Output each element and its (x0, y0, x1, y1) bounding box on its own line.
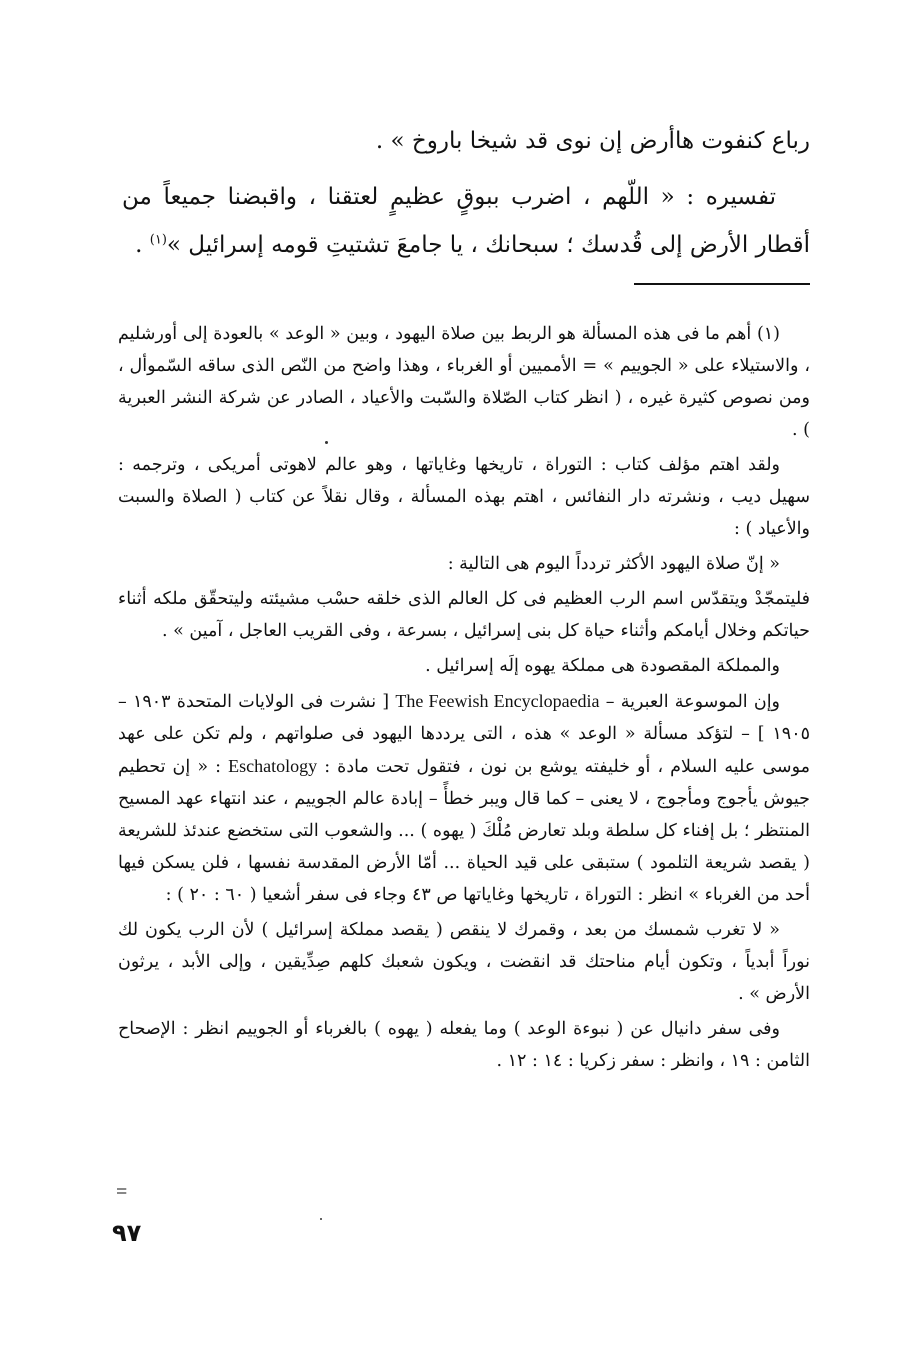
main-paragraph-1 (122, 117, 810, 165)
footnote-6-part-a: وإن الموسوعة العبرية – (599, 692, 781, 712)
footnote-reference: (١) (149, 232, 167, 248)
encyclopedia-title: The Feewish Encyclopaedia (395, 691, 600, 711)
footnote-paragraph-4: فليتمجّدْ ويتقدّس اسم الرب العظيم فى كل العالم الذى خلقه حسْب مشيئته وليتحقّق ملكه أثناء حياتكم وخلال أيامكم وأثناء حياة كل بنى إسرائيل ، بسرعة ، وفى القريب العاجل ، آمين » . (118, 589, 810, 641)
footnote-paragraph-8: وفى سفر دانيال عن ( نبوءة الوعد ) وما يفعله ( يهوه ) بالغرباء أو الجوييم انظر : الإصحاح الثامن : ١٩ ، وانظر : سفر زكريا : ١٤ : ١٢ . (118, 1019, 810, 1071)
main-paragraph-1-text: رباع كنفوت هاأرض إن نوى قد شيخا باروخ » . (375, 128, 810, 154)
main-paragraph-2 (122, 173, 810, 269)
footnote-separator (634, 283, 810, 285)
main-paragraph-2-text: تفسيره : « اللّهم ، اضرب ببوقٍ عظيمٍ لعتقنا ، واقبضنا جميعاً من أقطار الأرض إلى قُدسك ؛ سبحانك ، يا جامعَ تشتيتِ قومه إسرائيل » (122, 184, 810, 258)
print-speck (320, 1218, 322, 1220)
footnote-paragraph-3: « إنّ صلاة اليهود الأكثر تردداً اليوم هى التالية : (447, 554, 780, 574)
footnotes-block (118, 318, 810, 1080)
footnote-6-part-c: : « إن تحطيم جيوش يأجوج ومأجوج ، لا يعنى – كما قال ويبر خطأً – إبادة عالم الجوييم ، عند انتهاء عهد المسيح المنتظر ؛ بل إفناء كل سلطة وبلد تعارض مُلْكَ ( يهوه ) ... والشعوب التى ستخضع عندئذ للشريعة ( يقصد شريعة التلمود ) ستبقى على قيد الحياة ... أمّا الأرض المقدسة نفسها ، فلن يسكن فيها أحد من الغرباء » انظر : التوراة ، تاريخها وغاياتها ص ٤٣ وجاء فى سفر أشعيا ( ٦٠ : ٢٠ ) : (118, 757, 810, 905)
eschatology-term: Eschatology (228, 756, 318, 776)
footnote-paragraph-7: « لا تغرب شمسك من بعد ، وقمرك لا ينقص ( يقصد مملكة إسرائيل ) لأن الرب يكون لك نوراً أبدياً ، وتكون أيام مناحتك قد انقضت ، ويكون شعبك كلهم صِدِّيقين ، وإلى الأبد ، يرثون الأرض » . (118, 920, 810, 1004)
page-number: ٩٧ (112, 1219, 142, 1247)
continuation-mark: = (116, 1181, 128, 1203)
footnote-paragraph-5: والمملكة المقصودة هى مملكة يهوه إلَه إسرائيل . (425, 656, 780, 676)
main-paragraph-2-end: . (135, 232, 150, 258)
footnote-1: (١) أهم ما فى هذه المسألة هو الربط بين صلاة اليهود ، وبين « الوعد » بالعودة إلى أورشليم ، والاستيلاء على « الجوييم » = الأمميين أو الغرباء ، وهذا واضح من النّص الذى ساقه السّموأل ، ومن نصوص كثيرة غيره ، ( انظر كتاب الصّلاة والسّبت والأعياد ، الصادر عن شركة النشر العبرية ) . (118, 324, 810, 440)
main-text-block (122, 117, 810, 277)
print-speck (325, 441, 328, 444)
footnote-paragraph-2: ولقد اهتم مؤلف كتاب : التوراة ، تاريخها وغاياتها ، وهو عالم لاهوتى أمريكى ، وترجمه : سهيل ديب ، ونشرته دار النفائس ، اهتم بهذه المسألة ، وقال نقلاً عن كتاب ( الصلاة والسبت والأعياد ) : (118, 455, 810, 539)
footnote-paragraph-6 (118, 685, 810, 911)
footnote-6-part-b: [ نشرت فى الولايات المتحدة ١٩٠٣ – ١٩٠٥ ] – لتؤكد مسألة « الوعد » هذه ، التى يرددها اليهود فى صلواتهم ، ولم تكن على عهد موسى عليه السلام ، أو خليفته يوشع بن نون ، فتقول تحت مادة : (118, 692, 810, 777)
